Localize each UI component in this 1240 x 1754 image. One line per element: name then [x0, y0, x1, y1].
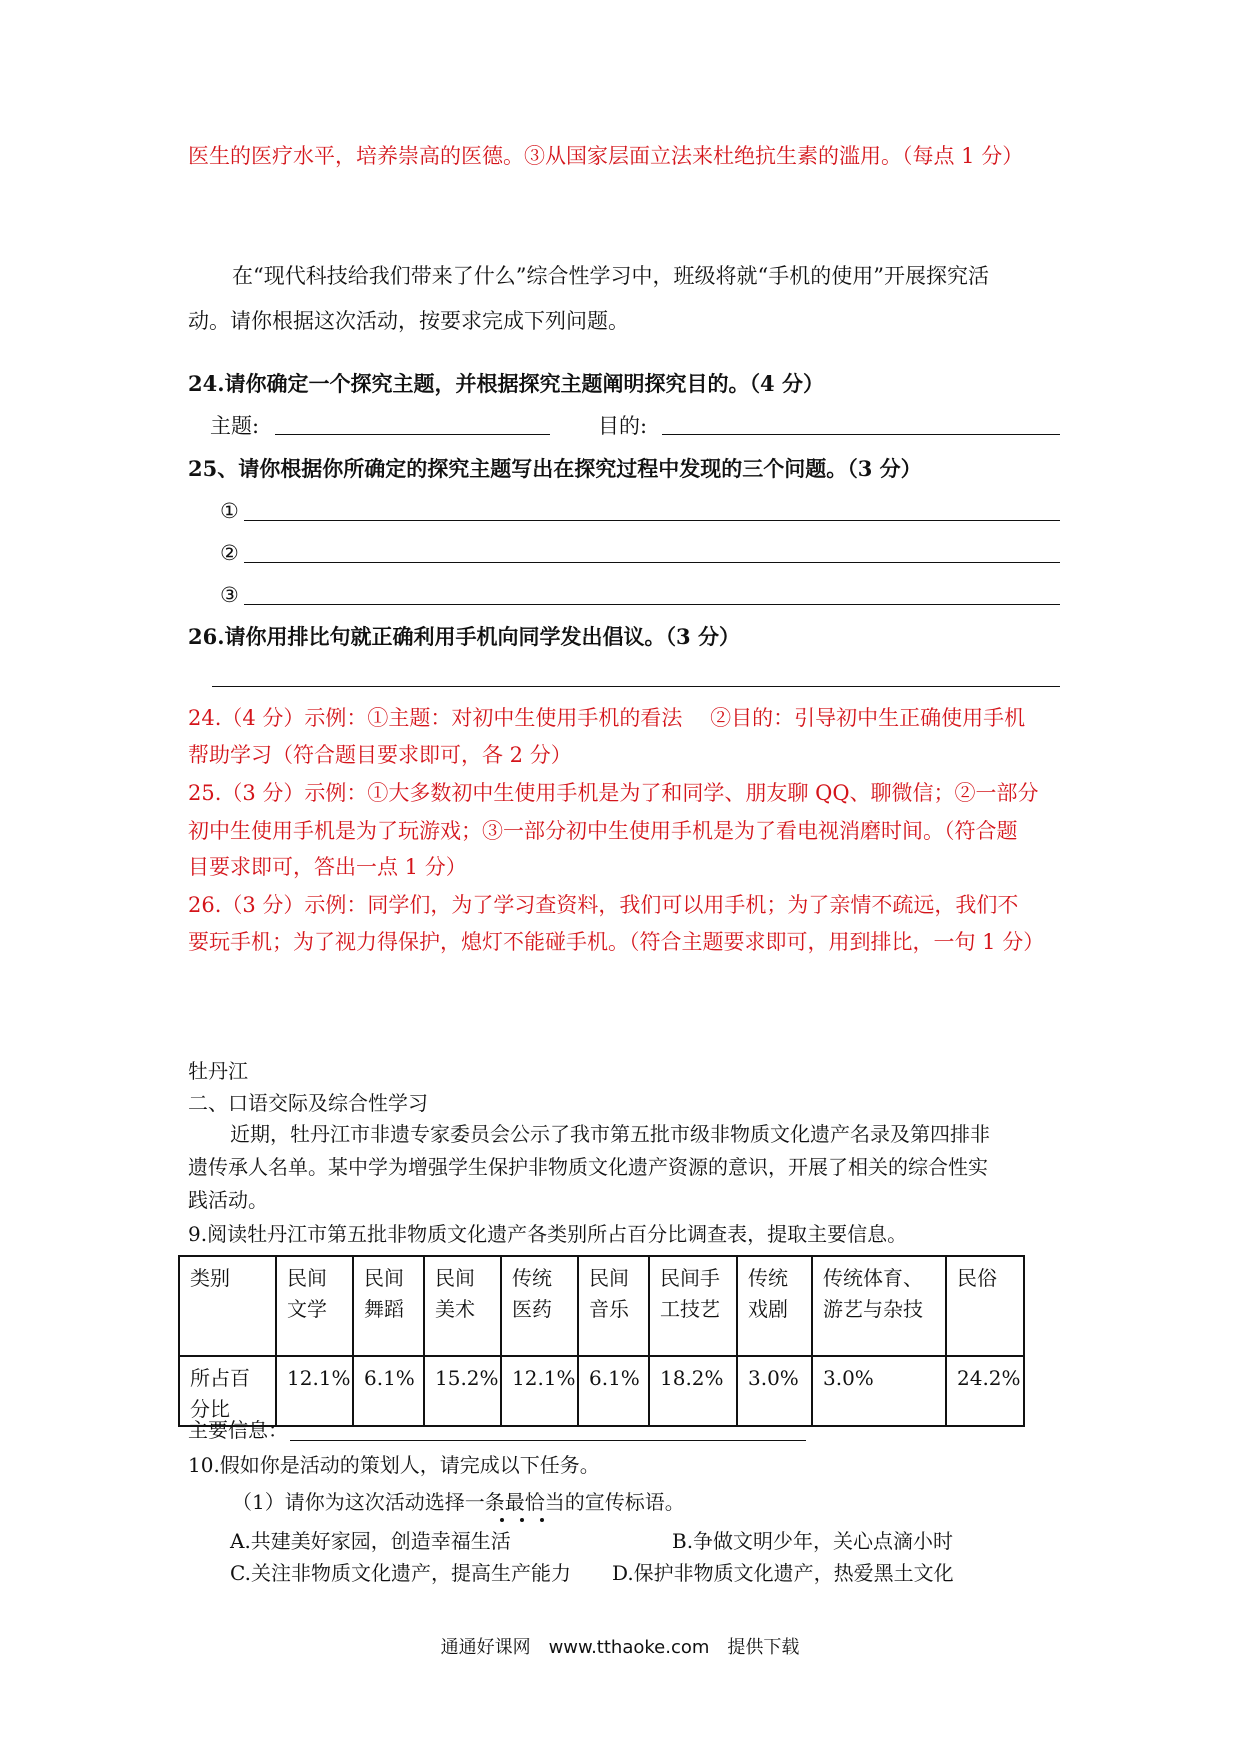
topic-answer-line[interactable]: [275, 434, 550, 435]
table-row-percentages: [179, 1356, 1024, 1426]
table-value: 24.2%: [946, 1356, 1024, 1426]
table-category: 传统体育、游艺与杂技: [812, 1256, 946, 1356]
q25-answer-line-1[interactable]: [244, 520, 1060, 521]
q26-answer-line[interactable]: [212, 686, 1060, 687]
main-info-label: 主要信息：: [188, 1418, 288, 1442]
question-10: 10.假如你是活动的策划人，请完成以下任务。: [188, 1453, 600, 1477]
answer-24-line-2: 帮助学习（符合题目要求即可，各 2 分）: [188, 743, 572, 767]
option-c[interactable]: C.关注非物质文化遗产，提高生产能力: [230, 1561, 571, 1585]
paragraph-line-3: 践活动。: [188, 1188, 268, 1212]
answer-25-line-2: 初中生使用手机是为了玩游戏；③一部分初中生使用手机是为了看电视消磨时间。（符合题: [188, 819, 1018, 843]
table-header-label: 类别: [179, 1256, 276, 1356]
emphasis-dot: [540, 1518, 544, 1522]
table-category: 民间美术: [424, 1256, 501, 1356]
paragraph-line-1: 近期，牡丹江市非遗专家委员会公示了我市第五批市级非物质文化遗产名录及第四排非: [230, 1122, 990, 1146]
table-value: 3.0%: [737, 1356, 812, 1426]
main-info-answer-line[interactable]: [290, 1440, 806, 1441]
table-category: 民间手工技艺: [649, 1256, 737, 1356]
page-footer: 通通好课网 www.tthaoke.com 提供下载: [440, 1637, 800, 1658]
heritage-percentage-table: [178, 1255, 1025, 1427]
question-9: 9.阅读牡丹江市第五批非物质文化遗产各类别所占百分比调查表，提取主要信息。: [188, 1222, 908, 1246]
table-value: 3.0%: [812, 1356, 946, 1426]
q25-answer-line-2[interactable]: [244, 562, 1060, 563]
table-row-categories: [179, 1256, 1024, 1356]
q25-mark-1: ①: [220, 499, 239, 523]
section-heading: 二、口语交际及综合性学习: [188, 1091, 428, 1115]
table-row-label: 所占百分比: [179, 1356, 276, 1426]
intro-line-1: 在“现代科技给我们带来了什么”综合性学习中，班级将就“手机的使用”开展探究活: [232, 264, 989, 288]
emphasis-dot: [500, 1518, 504, 1522]
question-10-1: （1）请你为这次活动选择一条最恰当的宣传标语。: [232, 1490, 685, 1514]
purpose-label: 目的:: [598, 414, 648, 438]
table-category: 民间舞蹈: [353, 1256, 424, 1356]
table-category: 民间文学: [276, 1256, 353, 1356]
table-category: 传统戏剧: [737, 1256, 812, 1356]
q25-mark-2: ②: [220, 541, 239, 565]
table-category: 民俗: [946, 1256, 1024, 1356]
answer-26-line-2: 要玩手机；为了视力得保护，熄灯不能碰手机。（符合主题要求即可，用到排比，一句 1 分）: [188, 930, 1045, 954]
answer-25-line-3: 目要求即可，答出一点 1 分）: [188, 855, 467, 879]
topic-label: 主题:: [210, 414, 260, 438]
option-a[interactable]: A.共建美好家园，创造幸福生活: [230, 1529, 511, 1553]
intro-line-2: 动。请你根据这次活动，按要求完成下列问题。: [188, 309, 629, 333]
q25-answer-line-3[interactable]: [244, 604, 1060, 605]
table-value: 18.2%: [649, 1356, 737, 1426]
answer-26-line-1: 26.（3 分）示例：同学们，为了学习查资料，我们可以用手机；为了亲情不疏远，我们不: [188, 893, 1019, 917]
question-26: 26.请你用排比句就正确利用手机向同学发出倡议。（3 分）: [188, 624, 740, 649]
region-heading: 牡丹江: [188, 1059, 248, 1083]
option-d[interactable]: D.保护非物质文化遗产，热爱黑土文化: [612, 1561, 954, 1585]
table-value: 6.1%: [578, 1356, 649, 1426]
q25-mark-3: ③: [220, 583, 239, 607]
paragraph-line-2: 遗传承人名单。某中学为增强学生保护非物质文化遗产资源的意识，开展了相关的综合性实: [188, 1155, 988, 1179]
question-25: 25、请你根据你所确定的探究主题写出在探究过程中发现的三个问题。（3 分）: [188, 456, 922, 481]
option-b[interactable]: B.争做文明少年，关心点滴小时: [672, 1529, 954, 1553]
table-value: 12.1%: [501, 1356, 578, 1426]
table-value: 15.2%: [424, 1356, 501, 1426]
table-category: 民间音乐: [578, 1256, 649, 1356]
answer-25-line-1: 25.（3 分）示例：①大多数初中生使用手机是为了和同学、朋友聊 QQ、聊微信；②一部分: [188, 781, 1039, 805]
table-category: 传统医药: [501, 1256, 578, 1356]
purpose-answer-line[interactable]: [662, 434, 1060, 435]
answer-continuation: 医生的医疗水平，培养崇高的医德。③从国家层面立法来杜绝抗生素的滥用。（每点 1 分）: [188, 144, 1024, 168]
question-24: 24.请你确定一个探究主题，并根据探究主题阐明探究目的。（4 分）: [188, 371, 824, 396]
table-value: 12.1%: [276, 1356, 353, 1426]
table-value: 6.1%: [353, 1356, 424, 1426]
emphasis-dot: [520, 1518, 524, 1522]
answer-24-line-1: 24.（4 分）示例：①主题：对初中生使用手机的看法 ②目的：引导初中生正确使用手机: [188, 706, 1026, 730]
